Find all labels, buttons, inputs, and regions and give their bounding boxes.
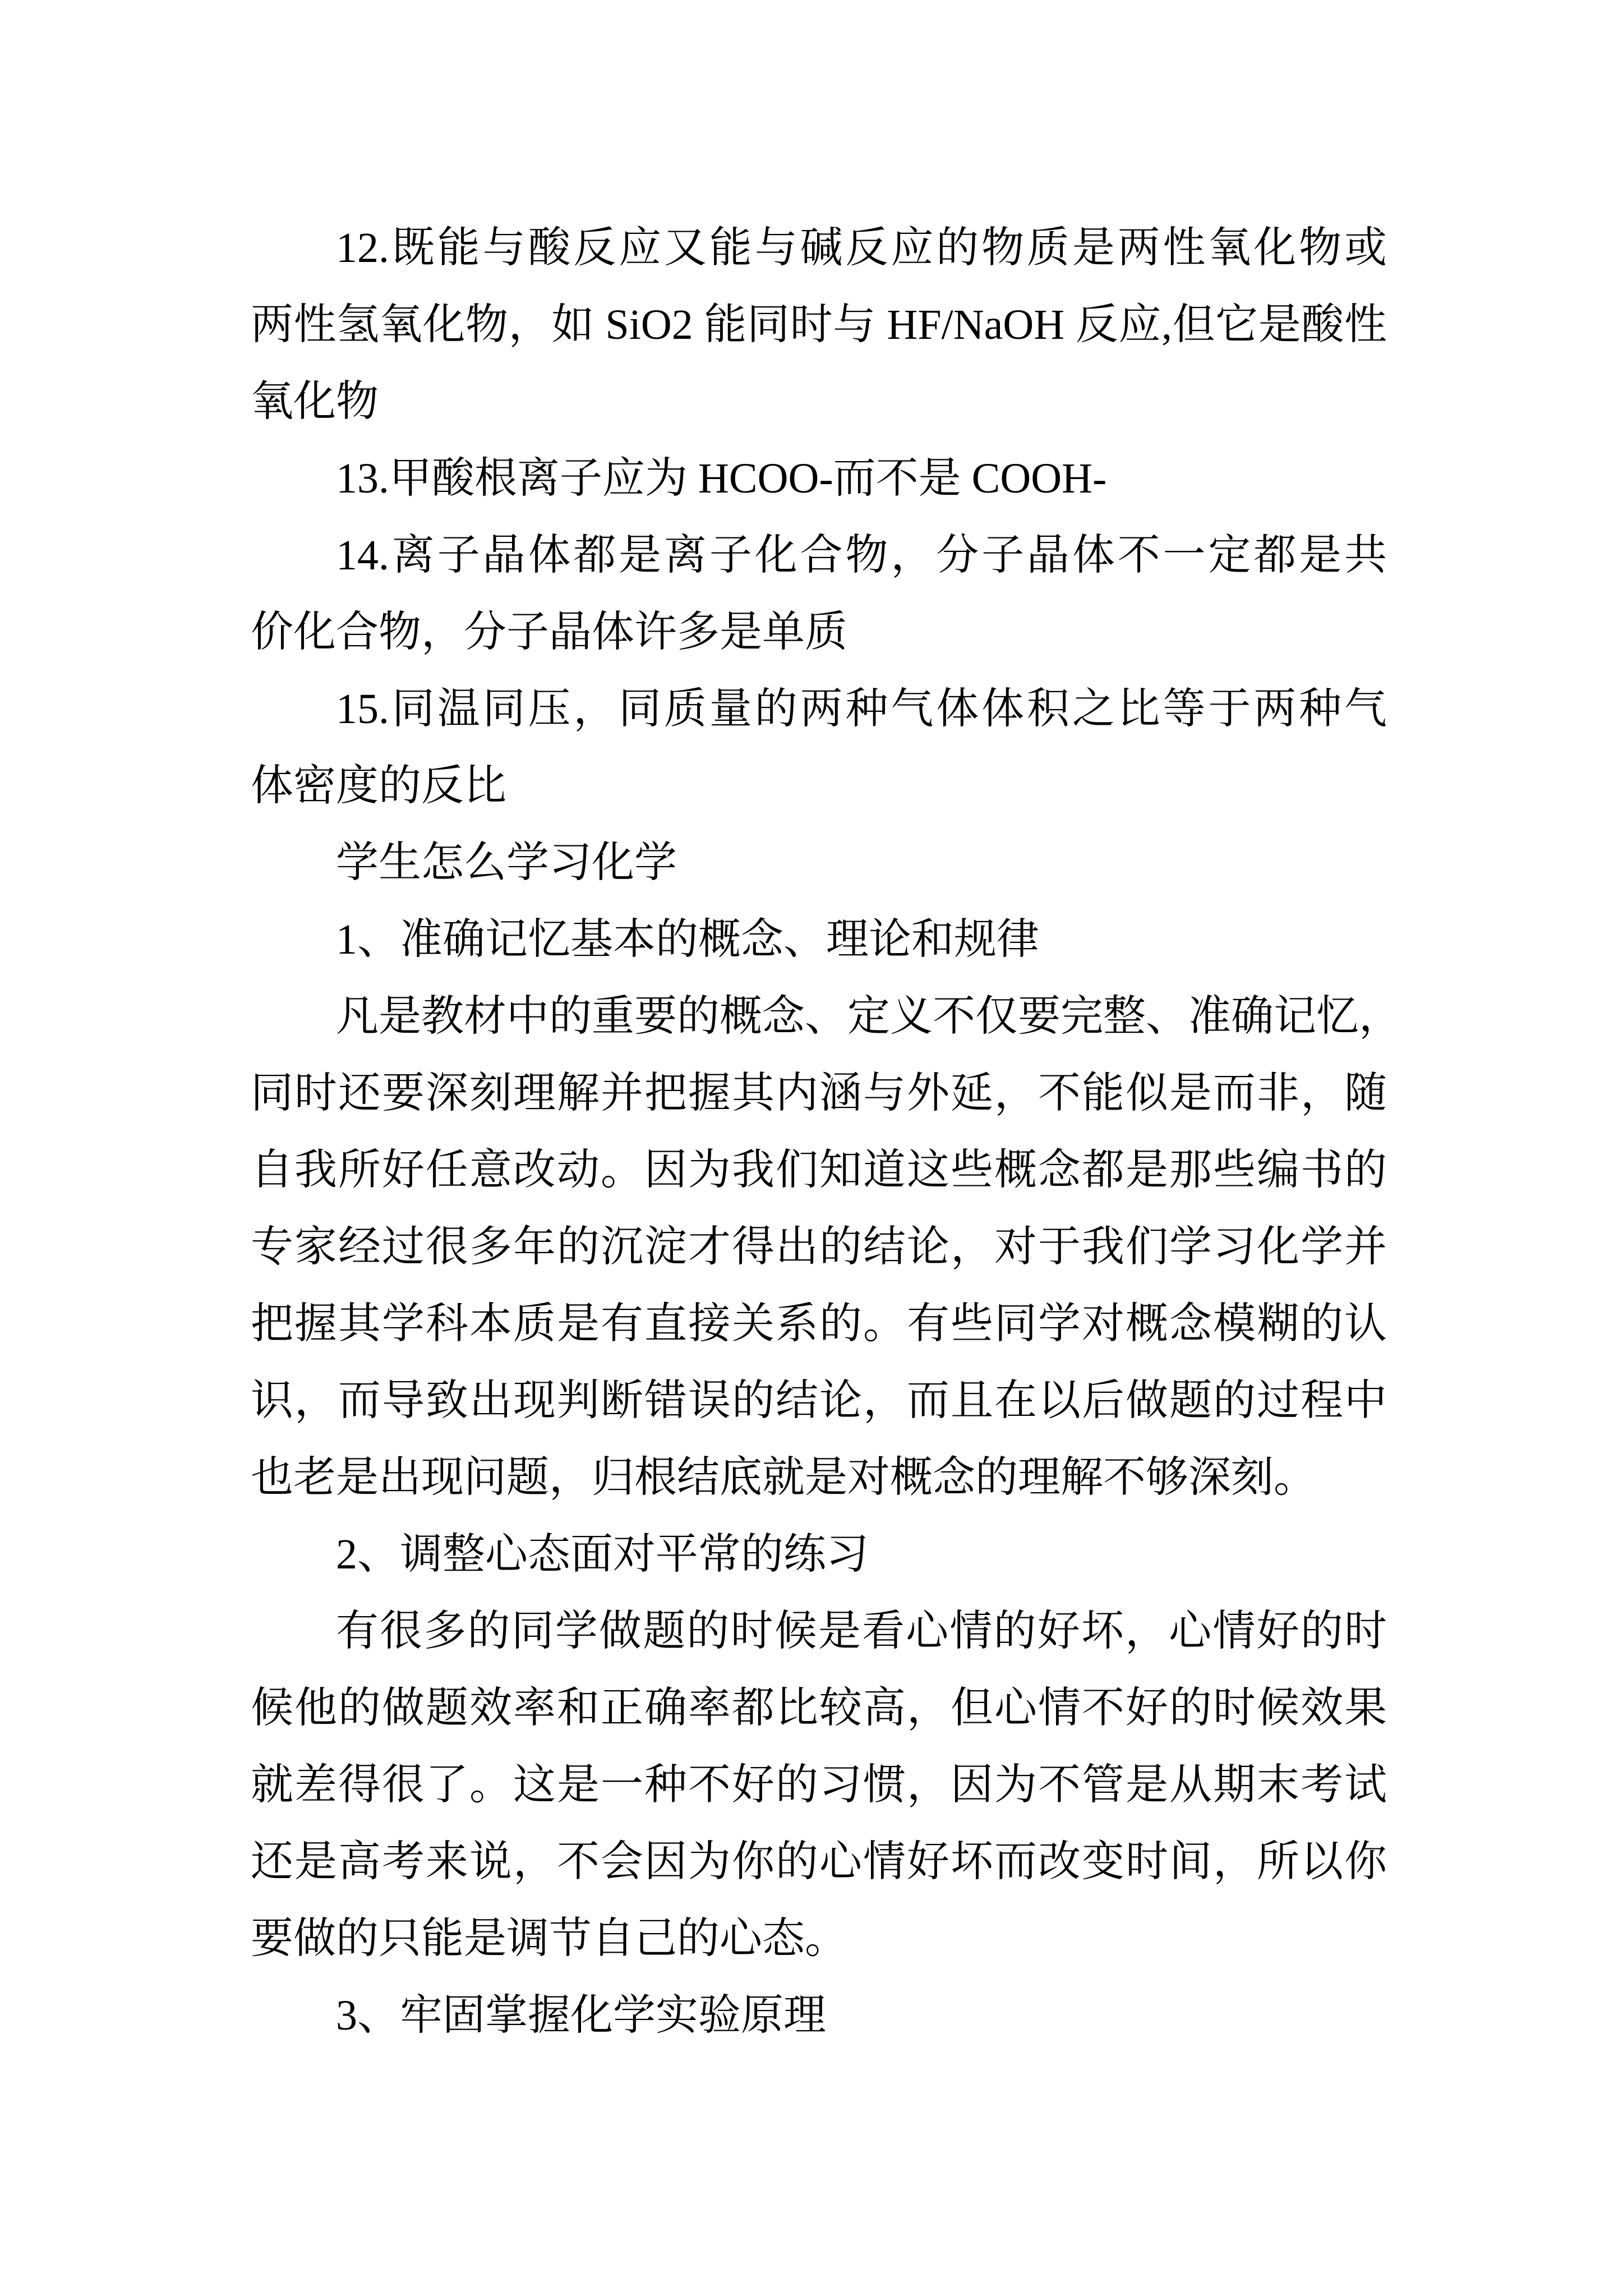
text-line: 体密度的反比 — [251, 762, 506, 809]
text-line: 识，而导致出现判断错误的结论，而且在以后做题的过程中 — [251, 1377, 1387, 1424]
subheading-3 — [251, 1977, 1387, 2054]
paragraph-item-15 — [251, 671, 1387, 825]
text-line: 自我所好任意改动。因为我们知道这些概念都是那些编书的 — [251, 1147, 1387, 1194]
section-heading — [251, 825, 1387, 901]
paragraph-item-13 — [251, 440, 1387, 517]
subheading-text: 1、准确记忆基本的概念、理论和规律 — [336, 916, 1039, 963]
text-line: 15.同温同压，同质量的两种气体体积之比等于两种气 — [336, 685, 1387, 733]
text-line: 12.既能与酸反应又能与碱反应的物质是两性氧化物或 — [336, 224, 1387, 272]
text-line: 要做的只能是调节自己的心态。 — [251, 1915, 847, 1962]
text-line: 同时还要深刻理解并把握其内涵与外延，不能似是而非，随 — [251, 1070, 1387, 1117]
paragraph-item-12 — [251, 210, 1387, 440]
document-body — [251, 210, 1401, 2054]
text-line: 凡是教材中的重要的概念、定义不仅要完整、准确记忆， — [336, 993, 1401, 1040]
text-line: 候他的做题效率和正确率都比较高，但心情不好的时候效果 — [251, 1685, 1387, 1732]
text-line: 就差得很了。这是一种不好的习惯，因为不管是从期末考试 — [251, 1761, 1387, 1809]
subheading-1 — [251, 901, 1387, 978]
paragraph-body-2 — [251, 1593, 1387, 1977]
paragraph-item-14 — [251, 517, 1387, 671]
text-line: 两性氢氧化物，如 SiO2 能同时与 HF/NaOH 反应,但它是酸性 — [251, 301, 1387, 348]
subheading-2 — [251, 1516, 1387, 1593]
text-line: 氧化物 — [251, 378, 379, 425]
text-line: 有很多的同学做题的时候是看心情的好坏，心情好的时 — [336, 1608, 1387, 1655]
subheading-text: 3、牢固掌握化学实验原理 — [336, 1992, 826, 2039]
text-line: 14.离子晶体都是离子化合物，分子晶体不一定都是共 — [336, 532, 1387, 579]
text-line: 也老是出现问题，归根结底就是对概念的理解不够深刻。 — [251, 1454, 1316, 1501]
heading-text: 学生怎么学习化学 — [336, 839, 677, 886]
text-line: 还是高考来说，不会因为你的心情好坏而改变时间，所以你 — [251, 1838, 1387, 1885]
text-line: 13.甲酸根离子应为 HCOO-而不是 COOH- — [336, 455, 1107, 502]
subheading-text: 2、调整心态面对平常的练习 — [336, 1531, 869, 1578]
text-line: 专家经过很多年的沉淀才得出的结论，对于我们学习化学并 — [251, 1223, 1387, 1271]
text-line: 把握其学科本质是有直接关系的。有些同学对概念模糊的认 — [251, 1300, 1387, 1347]
text-line: 价化合物，分子晶体许多是单质 — [251, 609, 847, 656]
paragraph-body-1 — [251, 978, 1401, 1516]
